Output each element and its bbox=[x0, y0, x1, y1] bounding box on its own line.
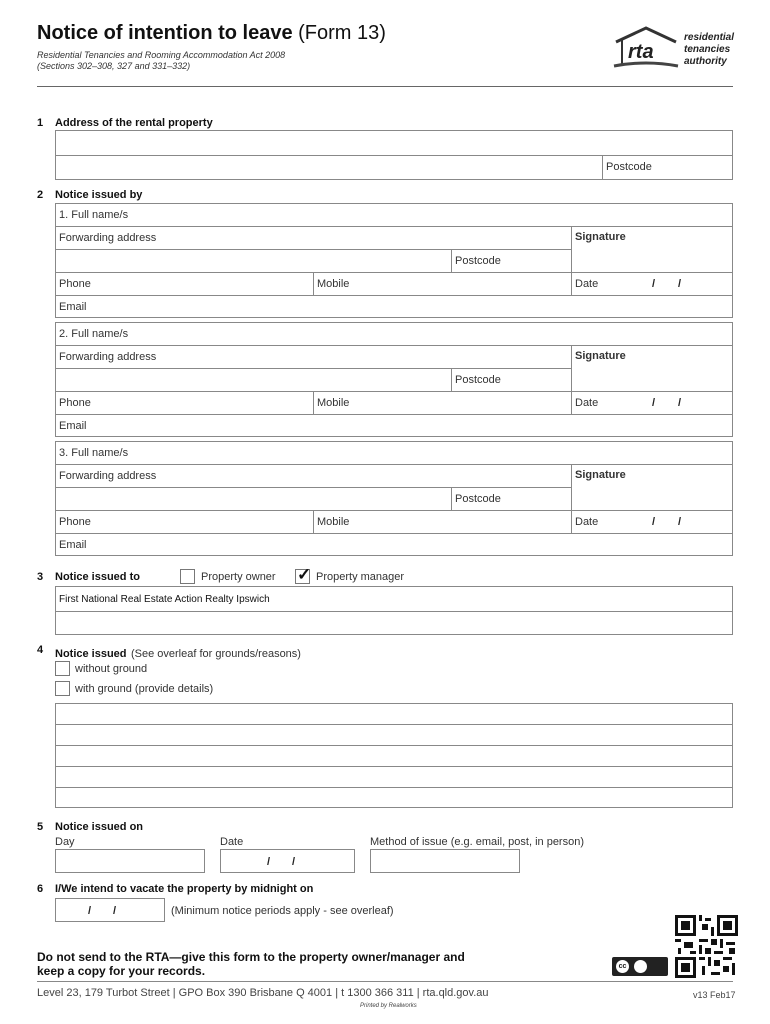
issuer-2-date-label: Date bbox=[575, 397, 599, 409]
issuer-3-phone-label: Phone bbox=[59, 516, 91, 528]
ground-details-line-3[interactable] bbox=[55, 745, 733, 767]
issuer-2-postcode-field[interactable] bbox=[451, 368, 572, 392]
issuer-1-forwarding-line2-field[interactable] bbox=[55, 249, 452, 273]
property-manager-checkbox[interactable] bbox=[295, 565, 312, 584]
form-title bbox=[37, 22, 386, 45]
date-separator: / bbox=[678, 278, 682, 290]
issuer-1-date-field[interactable] bbox=[571, 272, 733, 296]
issuer-2-date-field[interactable] bbox=[571, 391, 733, 415]
ground-details-line-2[interactable] bbox=[55, 724, 733, 746]
date-separator: / bbox=[267, 856, 271, 868]
recipient-line-2-field[interactable] bbox=[55, 611, 733, 635]
issuer-2-postcode-label: Postcode bbox=[455, 374, 501, 386]
issuer-2-email-label: Email bbox=[59, 420, 87, 432]
issuer-1-postcode-label: Postcode bbox=[455, 255, 501, 267]
org-line-1: residential bbox=[684, 32, 735, 43]
issuer-1-mobile-field[interactable] bbox=[313, 272, 572, 296]
issuer-2-email-field[interactable] bbox=[55, 414, 733, 437]
cc-icon: cc bbox=[616, 960, 629, 973]
legislation-reference bbox=[37, 50, 285, 72]
section-5-number: 5 bbox=[37, 821, 44, 833]
section-4-heading bbox=[55, 644, 301, 662]
issuer-1-postcode-field[interactable] bbox=[451, 249, 572, 273]
act-name: Residential Tenancies and Rooming Accommodation Act 2008 bbox=[37, 50, 286, 60]
section-6-label: I/We intend to vacate the property by midnight on bbox=[55, 883, 314, 895]
section-5-label: Notice issued on bbox=[55, 821, 144, 833]
issue-method-field[interactable] bbox=[370, 849, 520, 873]
rta-house-icon bbox=[612, 24, 682, 70]
date-separator: / bbox=[652, 397, 656, 409]
issuer-3-block bbox=[55, 441, 733, 555]
org-line-2: tenancies bbox=[684, 44, 731, 55]
issuer-3-forwarding-label: Forwarding address bbox=[59, 470, 157, 482]
issuer-2-signature-field[interactable] bbox=[571, 345, 733, 392]
vacate-date-field[interactable] bbox=[55, 898, 165, 922]
issuer-3-postcode-label: Postcode bbox=[455, 493, 501, 505]
issuer-1-date-label: Date bbox=[575, 278, 599, 290]
header-divider bbox=[37, 86, 733, 87]
recipient-name-field[interactable] bbox=[55, 586, 733, 612]
ground-details-line-1[interactable] bbox=[55, 703, 733, 725]
date-separator: / bbox=[678, 397, 682, 409]
postcode-label: Postcode bbox=[606, 161, 652, 173]
act-sections: (Sections 302–308, 327 and 331–332) bbox=[37, 61, 191, 71]
footer-contact: Level 23, 179 Turbot Street | GPO Box 390 Brisbane Q 4001 | t 1300 366 311 | rta.qld.gov.au bbox=[37, 987, 489, 999]
address-line-2-field[interactable] bbox=[55, 155, 603, 180]
issuer-1-block bbox=[55, 203, 733, 317]
issuer-2-forwarding-line2-field[interactable] bbox=[55, 368, 452, 392]
issuer-1-forwarding-field[interactable] bbox=[55, 226, 572, 250]
issuer-3-mobile-label: Mobile bbox=[317, 516, 350, 528]
issuer-3-postcode-field[interactable] bbox=[451, 487, 572, 511]
issuer-1-signature-field[interactable] bbox=[571, 226, 733, 273]
org-line-3: authority bbox=[684, 56, 727, 67]
date-separator: / bbox=[88, 905, 92, 917]
ground-details-line-4[interactable] bbox=[55, 766, 733, 788]
issuer-2-mobile-field[interactable] bbox=[313, 391, 572, 415]
recipient-name-value: First National Real Estate Action Realty Ipswich bbox=[59, 594, 270, 605]
issuer-3-name-field[interactable] bbox=[55, 441, 733, 465]
with-ground-label: with ground (provide details) bbox=[75, 683, 214, 695]
issue-date-label: Date bbox=[220, 836, 244, 848]
issuer-2-forwarding-field[interactable] bbox=[55, 345, 572, 369]
method-label: Method of issue (e.g. email, post, in person) bbox=[370, 836, 584, 848]
issuer-3-signature-field[interactable] bbox=[571, 464, 733, 511]
issuer-1-email-field[interactable] bbox=[55, 295, 733, 318]
section-1-number: 1 bbox=[37, 117, 44, 129]
issuer-3-email-field[interactable] bbox=[55, 533, 733, 556]
issuer-2-phone-label: Phone bbox=[59, 397, 91, 409]
issue-date-field[interactable] bbox=[220, 849, 355, 873]
printer-credit: Printed by Realworks bbox=[360, 1003, 417, 1009]
property-owner-checkbox[interactable] bbox=[180, 569, 195, 584]
issuer-3-phone-field[interactable] bbox=[55, 510, 314, 534]
ground-details-line-5[interactable] bbox=[55, 787, 733, 808]
without-ground-label: without ground bbox=[75, 663, 148, 675]
issuer-1-email-label: Email bbox=[59, 301, 87, 313]
org-name bbox=[684, 32, 734, 68]
property-manager-label: Property manager bbox=[316, 571, 405, 583]
issuer-2-name-label: 2. Full name/s bbox=[59, 328, 129, 340]
issuer-3-date-field[interactable] bbox=[571, 510, 733, 534]
qr-code-icon bbox=[675, 915, 738, 978]
issuer-3-forwarding-line2-field[interactable] bbox=[55, 487, 452, 511]
issuer-3-mobile-field[interactable] bbox=[313, 510, 572, 534]
footer-divider bbox=[37, 981, 733, 982]
date-separator: / bbox=[652, 278, 656, 290]
footer-warning-line-1: Do not send to the RTA—give this form to the property owner/manager and bbox=[37, 950, 465, 964]
form-version: v13 Feb17 bbox=[693, 990, 736, 1000]
rta-logo bbox=[612, 24, 738, 70]
issuer-2-block bbox=[55, 322, 733, 436]
checkmark-icon: ✓ bbox=[297, 565, 312, 584]
logo-text: rta bbox=[628, 41, 654, 63]
attribution-icon bbox=[634, 960, 647, 973]
address-line-1-field[interactable] bbox=[55, 130, 733, 156]
section-4-number: 4 bbox=[37, 644, 44, 656]
creative-commons-badge bbox=[612, 957, 668, 976]
issuer-2-name-field[interactable] bbox=[55, 322, 733, 346]
issuer-1-name-label: 1. Full name/s bbox=[59, 209, 129, 221]
footer-warning bbox=[37, 950, 465, 978]
issue-day-field[interactable] bbox=[55, 849, 205, 873]
section-3-number: 3 bbox=[37, 571, 44, 583]
without-ground-checkbox[interactable] bbox=[55, 661, 70, 676]
section-1-label: Address of the rental property bbox=[55, 117, 213, 129]
issuer-1-phone-field[interactable] bbox=[55, 272, 314, 296]
date-separator: / bbox=[292, 856, 296, 868]
issuer-1-name-field[interactable] bbox=[55, 203, 733, 227]
issuer-2-phone-field[interactable] bbox=[55, 391, 314, 415]
property-owner-label: Property owner bbox=[201, 571, 276, 583]
section-4-note: (See overleaf for grounds/reasons) bbox=[130, 648, 301, 660]
section-2-number: 2 bbox=[37, 189, 44, 201]
footer-warning-line-2: keep a copy for your records. bbox=[37, 964, 206, 978]
section-6-number: 6 bbox=[37, 883, 44, 895]
section-2-label: Notice issued by bbox=[55, 189, 143, 201]
with-ground-checkbox[interactable] bbox=[55, 681, 70, 696]
section-4-label: Notice issued bbox=[55, 648, 127, 660]
issuer-3-date-label: Date bbox=[575, 516, 599, 528]
issuer-3-signature-label: Signature bbox=[575, 469, 626, 481]
issuer-1-phone-label: Phone bbox=[59, 278, 91, 290]
date-separator: / bbox=[113, 905, 117, 917]
section-3-label: Notice issued to bbox=[55, 571, 140, 583]
form-title-main: Notice of intention to leave bbox=[37, 22, 293, 44]
issuer-1-signature-label: Signature bbox=[575, 231, 626, 243]
date-separator: / bbox=[652, 516, 656, 528]
issuer-2-mobile-label: Mobile bbox=[317, 397, 350, 409]
issuer-1-forwarding-label: Forwarding address bbox=[59, 232, 157, 244]
date-separator: / bbox=[678, 516, 682, 528]
day-label: Day bbox=[55, 836, 75, 848]
address-postcode-field[interactable] bbox=[602, 155, 733, 180]
issuer-3-name-label: 3. Full name/s bbox=[59, 447, 129, 459]
issuer-3-forwarding-field[interactable] bbox=[55, 464, 572, 488]
issuer-3-email-label: Email bbox=[59, 539, 87, 551]
notice-period-note: (Minimum notice periods apply - see overleaf) bbox=[171, 905, 394, 917]
form-number: (Form 13) bbox=[292, 22, 386, 44]
issuer-2-signature-label: Signature bbox=[575, 350, 626, 362]
issuer-1-mobile-label: Mobile bbox=[317, 278, 350, 290]
issuer-2-forwarding-label: Forwarding address bbox=[59, 351, 157, 363]
